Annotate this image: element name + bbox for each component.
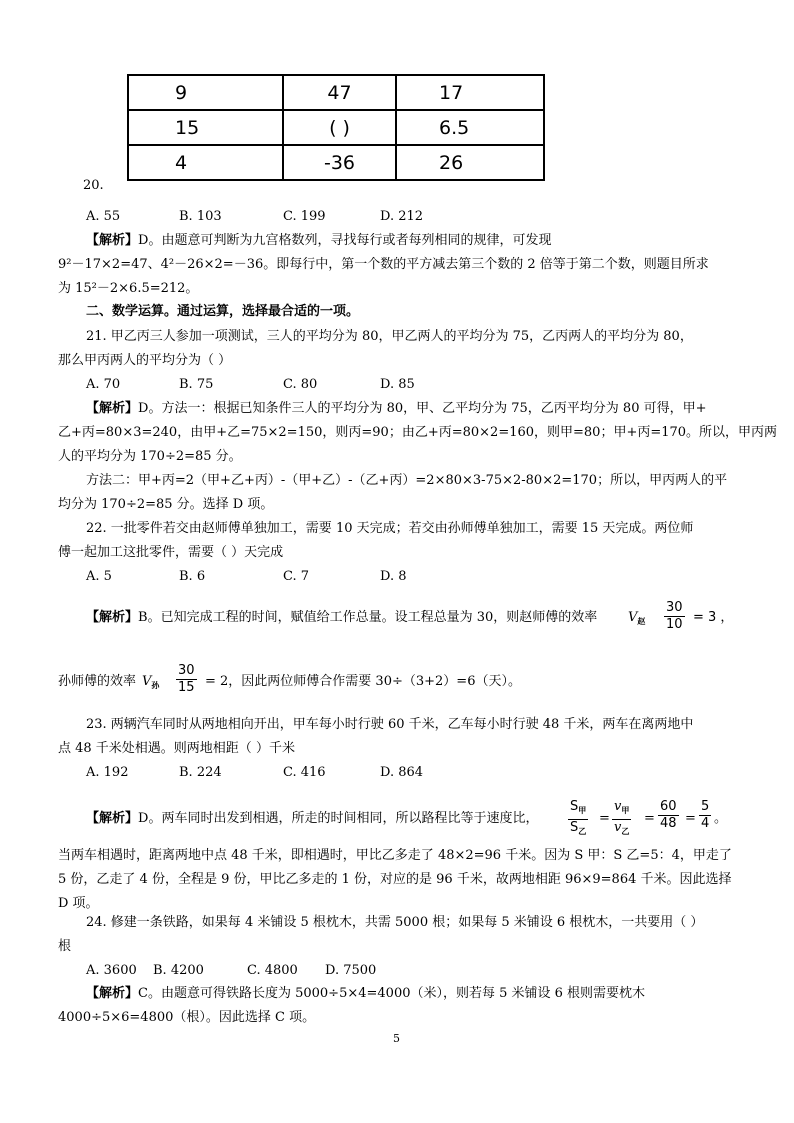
grid-row	[128, 110, 544, 145]
explanation-line: 人的平均分为 170÷2=85 分。	[58, 449, 242, 464]
explanation-line: 【解析】C。由题意可得铁路长度为 5000÷5×4=4000（米），则若每 5 米铺设 6 根则需要枕木	[86, 986, 646, 1001]
option: C. 80	[283, 377, 318, 392]
explanation-line: 【解析】B。已知完成工程的时间，赋值给工作总量。设工程总量为 30，则赵师傅的效率	[86, 610, 598, 625]
explanation-tag: 【解析】	[86, 986, 139, 1001]
explanation-line: 孙师傅的效率	[58, 674, 137, 689]
question-text: 24. 修建一条铁路，如果每 4 米铺设 5 根枕木，共需 5000 根；如果每 5 米铺设 6 根枕木，一共要用（ ）	[86, 915, 704, 930]
question-text: 傅一起加工这批零件，需要（ ）天完成	[58, 545, 284, 560]
explanation-tag: 【解析】	[86, 233, 139, 248]
equals-sign: =	[599, 811, 610, 826]
explanation-tag: 【解析】	[86, 811, 139, 826]
grid-cell: ( )	[283, 110, 396, 145]
grid-cell: 4	[128, 145, 283, 180]
question-text: 21. 甲乙丙三人参加一项测试，三人的平均分为 80，甲乙两人的平均分为 75，乙丙两人的平均分为 80，	[86, 329, 693, 344]
answer-options	[86, 568, 407, 586]
explanation-line: D 项。	[58, 896, 99, 911]
number-grid	[127, 74, 545, 181]
explanation-tag: 【解析】	[86, 401, 139, 416]
velocity-symbol: $V_赵$	[628, 610, 646, 626]
fraction: $\frac{60}{48}$	[660, 799, 677, 831]
explanation-line: 乙+丙=80×3=240，由甲+乙=75×2=150，则丙=90；由乙+丙=80×2=160，则甲=80；甲+丙=170。所以，甲丙两	[58, 425, 778, 440]
option: B. 224	[179, 765, 222, 780]
grid-row	[128, 145, 544, 180]
option: A. 70	[86, 377, 121, 392]
option: B. 4200	[153, 963, 204, 978]
option: D. 7500	[325, 963, 377, 978]
option: C. 416	[283, 765, 326, 780]
question-text: 那么甲丙两人的平均分为（ ）	[58, 353, 232, 368]
velocity-symbol: $V_孙$	[142, 674, 160, 690]
explanation-line: 【解析】D。由题意可判断为九宫格数列，寻找每行或者每列相同的规律，可发现	[86, 233, 552, 248]
grid-cell: -36	[283, 145, 396, 180]
option: D. 8	[380, 569, 407, 584]
option: A. 192	[86, 765, 129, 780]
option: B. 75	[179, 377, 214, 392]
question-number: 20.	[83, 178, 104, 193]
answer-options	[86, 208, 423, 226]
fraction: $\frac{30}{10}$	[666, 600, 683, 632]
grid-cell: 6.5	[396, 110, 544, 145]
explanation-line: 均分为 170÷2=85 分。选择 D 项。	[58, 497, 274, 512]
option: A. 55	[86, 209, 121, 224]
grid-cell: 26	[396, 145, 544, 180]
option: B. 103	[179, 209, 222, 224]
option: C. 4800	[247, 963, 298, 978]
option: C. 7	[283, 569, 310, 584]
fraction: $v_甲$ $v_乙$	[614, 799, 630, 836]
explanation-line: 5 份，乙走了 4 份，全程是 9 份，甲比乙多走的 1 份，对应的是 96 千米，故两地相距 96×9=864 千米。因此选择	[58, 872, 732, 887]
grid-cell: 9	[128, 75, 283, 110]
option: C. 199	[283, 209, 326, 224]
explanation-line: 9²－17×2=47、4²－26×2=－36。即每行中，第一个数的平方减去第三个数的 2 倍等于第二个数，则题目所求	[58, 257, 709, 272]
option: A. 5	[86, 569, 112, 584]
fraction: $S_甲$ $S_乙$	[570, 799, 587, 836]
fraction: $\frac{30}{15}$	[178, 663, 195, 695]
option: D. 85	[380, 377, 415, 392]
explanation-line: 【解析】D。方法一：根据已知条件三人的平均分为 80，甲、乙平均分为 75，乙丙平均分为 80 可得，甲+	[86, 401, 707, 416]
explanation-line: = 2，因此两位师傅合作需要 30÷（3+2）=6（天）。	[205, 674, 521, 689]
equals-sign: =	[685, 811, 696, 826]
question-text: 根	[58, 939, 72, 954]
answer-options	[86, 962, 376, 980]
explanation-line: 【解析】D。两车同时出发到相遇，所走的时间相同，所以路程比等于速度比，	[86, 811, 539, 826]
question-text: 点 48 千米处相遇。则两地相距（ ）千米	[58, 741, 295, 756]
page-number: 5	[393, 1032, 400, 1045]
option: D. 212	[380, 209, 424, 224]
grid-cell: 47	[283, 75, 396, 110]
grid-row	[128, 75, 544, 110]
fraction: $\frac{5}{4}$	[701, 799, 710, 831]
equation-tail: = 3 ，	[693, 610, 734, 625]
explanation-line: 当两车相遇时，距离两地中点 48 千米，即相遇时，甲比乙多走了 48×2=96 千米。因为 S 甲：S 乙=5：4，甲走了	[58, 848, 732, 863]
grid-cell: 15	[128, 110, 283, 145]
answer-options	[86, 376, 415, 394]
explanation-line: 为 15²－2×6.5=212。	[58, 281, 199, 296]
explanation-line: 4000÷5×6=4800（根）。因此选择 C 项。	[58, 1010, 316, 1025]
section-heading: 二、数学运算。通过运算，选择最合适的一项。	[86, 304, 360, 319]
option: B. 6	[179, 569, 206, 584]
question-text: 23. 两辆汽车同时从两地相向开出，甲车每小时行驶 60 千米，乙车每小时行驶 48 千米，两车在离两地中	[86, 717, 694, 732]
explanation-line: 。	[714, 811, 728, 826]
explanation-line: 方法二：甲+丙=2（甲+乙+丙）-（甲+乙）-（乙+丙）=2×80×3-75×2-80×2=170；所以，甲丙两人的平	[86, 473, 728, 488]
grid-cell: 17	[396, 75, 544, 110]
question-text: 22. 一批零件若交由赵师傅单独加工，需要 10 天完成；若交由孙师傅单独加工，需要 15 天完成。两位师	[86, 521, 694, 536]
option: A. 3600	[86, 963, 137, 978]
answer-options	[86, 764, 423, 782]
equals-sign: =	[644, 811, 655, 826]
explanation-tag: 【解析】	[86, 610, 139, 625]
option: D. 864	[380, 765, 424, 780]
